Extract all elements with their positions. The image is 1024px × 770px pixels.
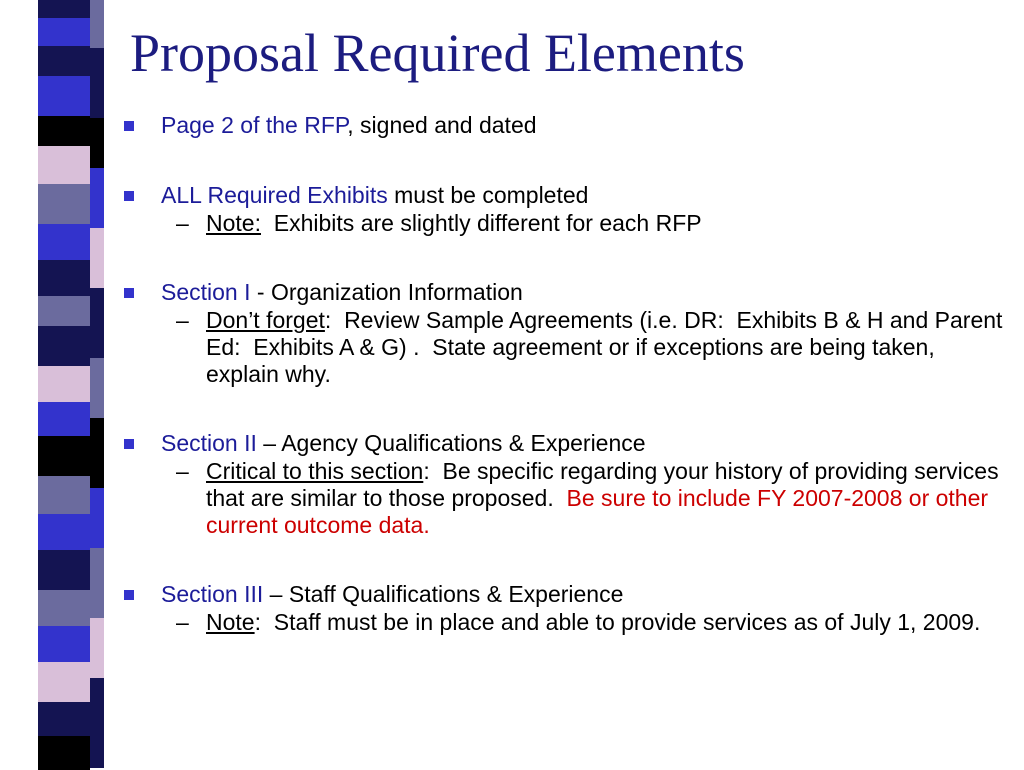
bullet-item — [124, 112, 1004, 139]
sub-bullet-prefix: Critical to this section — [206, 458, 424, 484]
square-bullet-icon — [124, 439, 134, 449]
bullet-text: – Staff Qualifications & Experience — [263, 581, 624, 607]
bullet-text: – Agency Qualifications & Experience — [256, 430, 646, 456]
stripe-column-edge — [90, 0, 104, 768]
sub-bullet-prefix: Don’t forget — [206, 307, 325, 333]
dash-bullet-icon: – — [176, 458, 189, 484]
sub-bullet-item — [124, 210, 1004, 237]
sub-bullet-item — [124, 307, 1009, 388]
sub-bullet-text: : Be specific regarding your history of providing services that are similar to those proposed. — [206, 458, 1005, 511]
dash-bullet-icon: – — [176, 210, 189, 236]
bullet-item — [124, 430, 1004, 457]
bullet-item — [124, 581, 1004, 608]
bullet-highlight: Page 2 of the RFP — [161, 112, 348, 138]
bullet-item — [124, 182, 1004, 209]
sub-bullet-text: Exhibits are slightly different for each RFP — [260, 210, 702, 236]
bullet-highlight: Section III — [161, 581, 264, 607]
sub-bullet-item — [124, 458, 1004, 539]
square-bullet-icon — [124, 191, 134, 201]
sub-bullet-text: : Review Sample Agreements (i.e. DR: Exhibits B & H and Parent Ed: Exhibits A & G) . State agreement or if exceptions are being taken, explain why. — [206, 307, 1009, 387]
sub-bullet-text: : Staff must be in place and able to provide services as of July 1, 2009. — [254, 609, 981, 635]
bullet-text: - Organization Information — [250, 279, 523, 305]
decorative-side-stripe — [0, 0, 118, 768]
dash-bullet-icon: – — [176, 307, 189, 333]
slide-body — [124, 112, 1009, 636]
bullet-highlight: Section I — [161, 279, 251, 305]
dash-bullet-icon: – — [176, 609, 189, 635]
bullet-text: , signed and dated — [347, 112, 537, 138]
bullet-item — [124, 279, 1004, 306]
slide-title: Proposal Required Elements — [130, 23, 745, 83]
sub-bullet-warning: Be sure to include FY 2007-2008 or other current outcome data. — [206, 485, 989, 538]
sub-bullet-prefix: Note — [206, 609, 255, 635]
square-bullet-icon — [124, 288, 134, 298]
stripe-column-main — [38, 0, 90, 768]
bullet-highlight: Section II — [161, 430, 257, 456]
sub-bullet-item — [124, 609, 1004, 636]
square-bullet-icon — [124, 121, 134, 131]
bullet-text: must be completed — [387, 182, 589, 208]
square-bullet-icon — [124, 590, 134, 600]
bullet-highlight: ALL Required Exhibits — [161, 182, 388, 208]
sub-bullet-prefix: Note: — [206, 210, 261, 236]
